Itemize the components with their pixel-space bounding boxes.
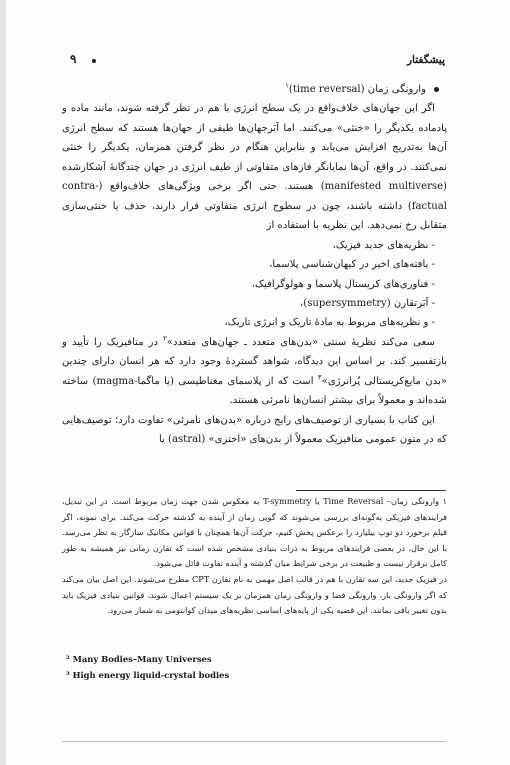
bullet-text bbox=[285, 80, 426, 99]
paragraph-2-part-b: در متافیزیک را تأیید و بازتفسیر کند. بر اساس این دیدگاه، شواهد گستردۀ وجود دارد که هر انسان دارای چندین «بدن مایع‌کریستالی پُرانرژی» bbox=[62, 336, 447, 387]
footnote-3: ³ High energy liquid-crystal bodies bbox=[66, 669, 230, 680]
footnote-ref-2[interactable]: ۲ bbox=[163, 334, 167, 343]
list-item: - فناوری‌های کریستال پلاسما و هولوگرافیک، bbox=[251, 278, 435, 290]
footnote-1: ۱ وارونگی زمان– Time Reversal یا T-symmetry به معکوس شدن جهت زمان مربوط است. در این تبدیل، فرایندهای فیزیکی به‌گونه‌ای بررسی می‌شوند که گویی زمان از آینده به گذشته حرکت می‌کند. برای نمونه، اگر فیلم برخورد دو توپ بیلیارد را برعکس پخش کنیم، حرکت آن‌ها همچنان با قوانین مکانیک سازگار به نظر می‌رسد. با این حال، در بعضی فرایندهای مربوط به ذرات بنیادی مشخص شده است که تقارن زمانی نیز همیشه به طور کامل برقرار نیست و طبیعت در برخی شرایط میان گذشته و آینده تفاوت قائل می‌شود. bbox=[62, 496, 447, 569]
list-item: - یافته‌های اخیر در کیهان‌شناسی پلاسما، bbox=[269, 259, 435, 271]
footnote-1-continued: در فیزیک جدید، این سه تقارن با هم در قالب اصل مهمی به نام تقارن CPT مطرح می‌شوند. این اصل بیان می‌کند که اگر وارونگی بار، وارونگی فضا و وارونگی زمان همزمان بر یک سیستم اعمال شوند، قوانین بنیادی فیزیک باید بدون تغییر باقی بمانند. این قضیه یکی از پایه‌های اساسی نظریه‌های میدان کوانتومی به شمار می‌رود. bbox=[62, 573, 447, 616]
bottom-divider bbox=[62, 741, 446, 742]
paragraph-2 bbox=[62, 333, 447, 411]
list-item: - و نظریه‌های مربوط به مادۀ تاریک و انرژی تاریک، bbox=[224, 317, 435, 329]
footnote-ref-1[interactable]: ۱ bbox=[285, 81, 289, 90]
page-number: ۹ bbox=[70, 52, 77, 66]
footnote-2: ² Many Bodies–Many Universes bbox=[66, 654, 212, 664]
paragraph-2-part-a: سعی می‌کند نظریۀ سنتی «بدن‌های متعدد ـ جهان‌های متعدد» bbox=[166, 336, 435, 348]
english-footnotes bbox=[66, 652, 366, 683]
list-item: - نظریه‌های جدید فیزیک، bbox=[332, 239, 435, 251]
paragraph-3: این کتاب با بسیاری از توصیف‌های رایج درباره «بدن‌های نامرئی» تفاوت دارد؛ توصیف‌هایی که در متون عمومی متافیزیک معمولاً از بدن‌های «اختری» (astral) یا bbox=[62, 414, 447, 446]
footnotes bbox=[62, 494, 447, 619]
running-title: پیشگفتار bbox=[406, 54, 445, 66]
list-item: - اَبَرتقارن (supersymmetry)، bbox=[300, 297, 435, 309]
footnote-rule bbox=[296, 490, 446, 491]
footnote-ref-3[interactable]: ۳ bbox=[317, 373, 322, 382]
topic-list bbox=[62, 236, 447, 333]
main-text bbox=[62, 80, 447, 450]
page-edge bbox=[0, 0, 6, 765]
paragraph-1: اگر این جهان‌های خلاف‌واقع در یک سطح انرژی با هم در تظر گرفته شوند، مانند ماده و پادماده یکدیگر را «خنثی» می‌کنند. اما اَبَرجهان‌ها طیفی از جهان‌ها هستند که سطح انرژی آن‌ها به‌تدریج افزایش می‌یابد و بنابراین هنگام در نظر گرفتن همزمان، یکدیگر را خنثی نمی‌کنند. در واقع، آن‌ها نمایانگر فازهای متفاوتی از طیف انرژی در جهان چندگانۀ آشکارشده (manifested multiverse) هستند. حتی اگر برخی ویژگی‌های خلاف‌واقع (contra-factual) داشته باشند، چون در سطوح انرژی متفاوتی قرار دارند، حذف یا خنثی‌سازی متقابل رخ نمی‌دهد. این نظریه با استفاده از bbox=[62, 103, 447, 232]
running-header bbox=[70, 52, 445, 70]
bullet-dot-icon bbox=[434, 87, 439, 92]
header-dot bbox=[92, 59, 96, 63]
bullet-label: وارونگی زمان (time reversal) bbox=[288, 84, 426, 95]
paragraph-2-part-c: است که از پلاسمای مغناطیسی (یا ماگما-magma) ساخته شده‌اند و معمولاً برای بیشتر انسان‌ها نامرئی هستند. bbox=[62, 375, 447, 407]
section-bullet bbox=[62, 80, 447, 99]
